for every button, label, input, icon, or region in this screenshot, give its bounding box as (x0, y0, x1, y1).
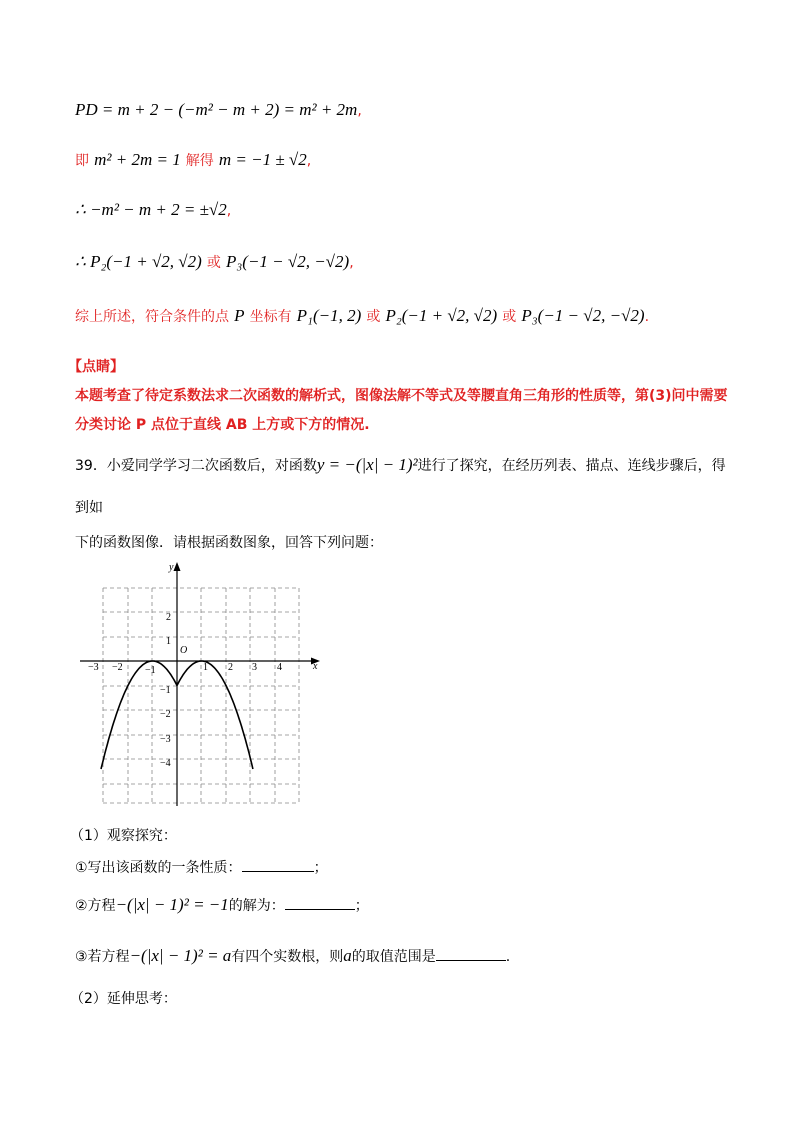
question-2: ②方程−(|x| − 1)² = −1的解为： ； (75, 895, 369, 914)
origin-label: O (180, 645, 188, 656)
x-tick-label: −2 (112, 662, 123, 673)
equation-m: m² + 2m = 1 (94, 150, 181, 169)
equation-m-solution: m = −1 ± √2 (218, 150, 307, 169)
y-tick-label: −4 (160, 758, 171, 769)
y-axis-arrow (174, 562, 181, 571)
point-p3: P₃(−1 − √2, −√2) (225, 252, 350, 271)
equation-value: ∴ −m² − m + 2 = ±√2 (75, 200, 227, 219)
y-tick-label: −1 (160, 685, 171, 696)
part-2-heading: （2）延伸思考： (70, 991, 177, 1007)
problem-line-1: 39．小爱同学学习二次函数后，对函数y = −(|x| − 1)²进行了探究，在经历列表、描点、连线步骤后，得 (75, 455, 726, 474)
x-tick-label: −1 (145, 665, 156, 676)
equation-q2: −(|x| − 1)² = −1 (115, 895, 229, 914)
point-p2: ∴ P₂(−1 + √2, √2) (75, 252, 202, 271)
question-3: ③若方程−(|x| − 1)² = a有四个实数根，则a的取值范围是 . (75, 946, 511, 965)
answer-blank-3[interactable] (436, 946, 506, 961)
x-axis-label: x (313, 661, 318, 672)
equation-pd: PD = m + 2 − (−m² − m + 2) = m² + 2m (75, 100, 358, 119)
grid (103, 588, 299, 803)
curve-right-branch (177, 661, 253, 769)
comment-body-1: 本题考查了待定系数法求二次函数的解析式，图像法解不等式及等腰直角三角形的性质等，第(3)问中需要 (75, 388, 728, 404)
solution-line-2: 即 m² + 2m = 1 解得 m = −1 ± √2, (75, 150, 312, 169)
y-tick-label: −3 (160, 734, 171, 745)
point-p2-final: P₂(−1 + √2, √2) (385, 306, 498, 325)
x-tick-label: 1 (203, 662, 208, 673)
part-1-heading: （1）观察探究： (70, 828, 177, 844)
y-tick-label: −2 (160, 709, 171, 720)
solution-line-4: ∴ P₂(−1 + √2, √2) 或 P₃(−1 − √2, −√2), (75, 252, 354, 271)
point-p3-final: P₃(−1 − √2, −√2) (521, 306, 645, 325)
question-1: ①写出该函数的一条性质： ； (75, 857, 328, 877)
comment-heading: 【点睛】 (68, 359, 124, 375)
x-tick-label: −3 (88, 662, 99, 673)
x-tick-label: 2 (228, 662, 233, 673)
answer-blank-1[interactable] (242, 857, 314, 872)
y-tick-label: 1 (166, 636, 171, 647)
y-tick-label: 2 (166, 612, 171, 623)
problem-line-3: 下的函数图像．请根据函数图象，回答下列问题： (75, 535, 383, 551)
function-graph (75, 556, 325, 808)
solution-line-5: 综上所述，符合条件的点 P 坐标有 P₁(−1, 2) 或 P₂(−1 + √2, √2) 或 P₃(−1 − √2, −√2). (75, 306, 650, 325)
comment-body-2: 分类讨论 P 点位于直线 AB 上方或下方的情况. (75, 417, 370, 433)
equation-q3: −(|x| − 1)² = a (129, 946, 232, 965)
function-expression: y = −(|x| − 1)² (316, 455, 418, 474)
answer-blank-2[interactable] (285, 895, 355, 910)
solution-line-1: PD = m + 2 − (−m² − m + 2) = m² + 2m, (75, 100, 362, 119)
x-tick-label: 4 (277, 662, 282, 673)
x-tick-label: 3 (252, 662, 257, 673)
problem-line-2: 到如 (75, 500, 103, 516)
solution-line-3: ∴ −m² − m + 2 = ±√2, (75, 200, 232, 219)
y-axis-label: y (169, 562, 174, 573)
point-p1: P₁(−1, 2) (296, 306, 362, 325)
